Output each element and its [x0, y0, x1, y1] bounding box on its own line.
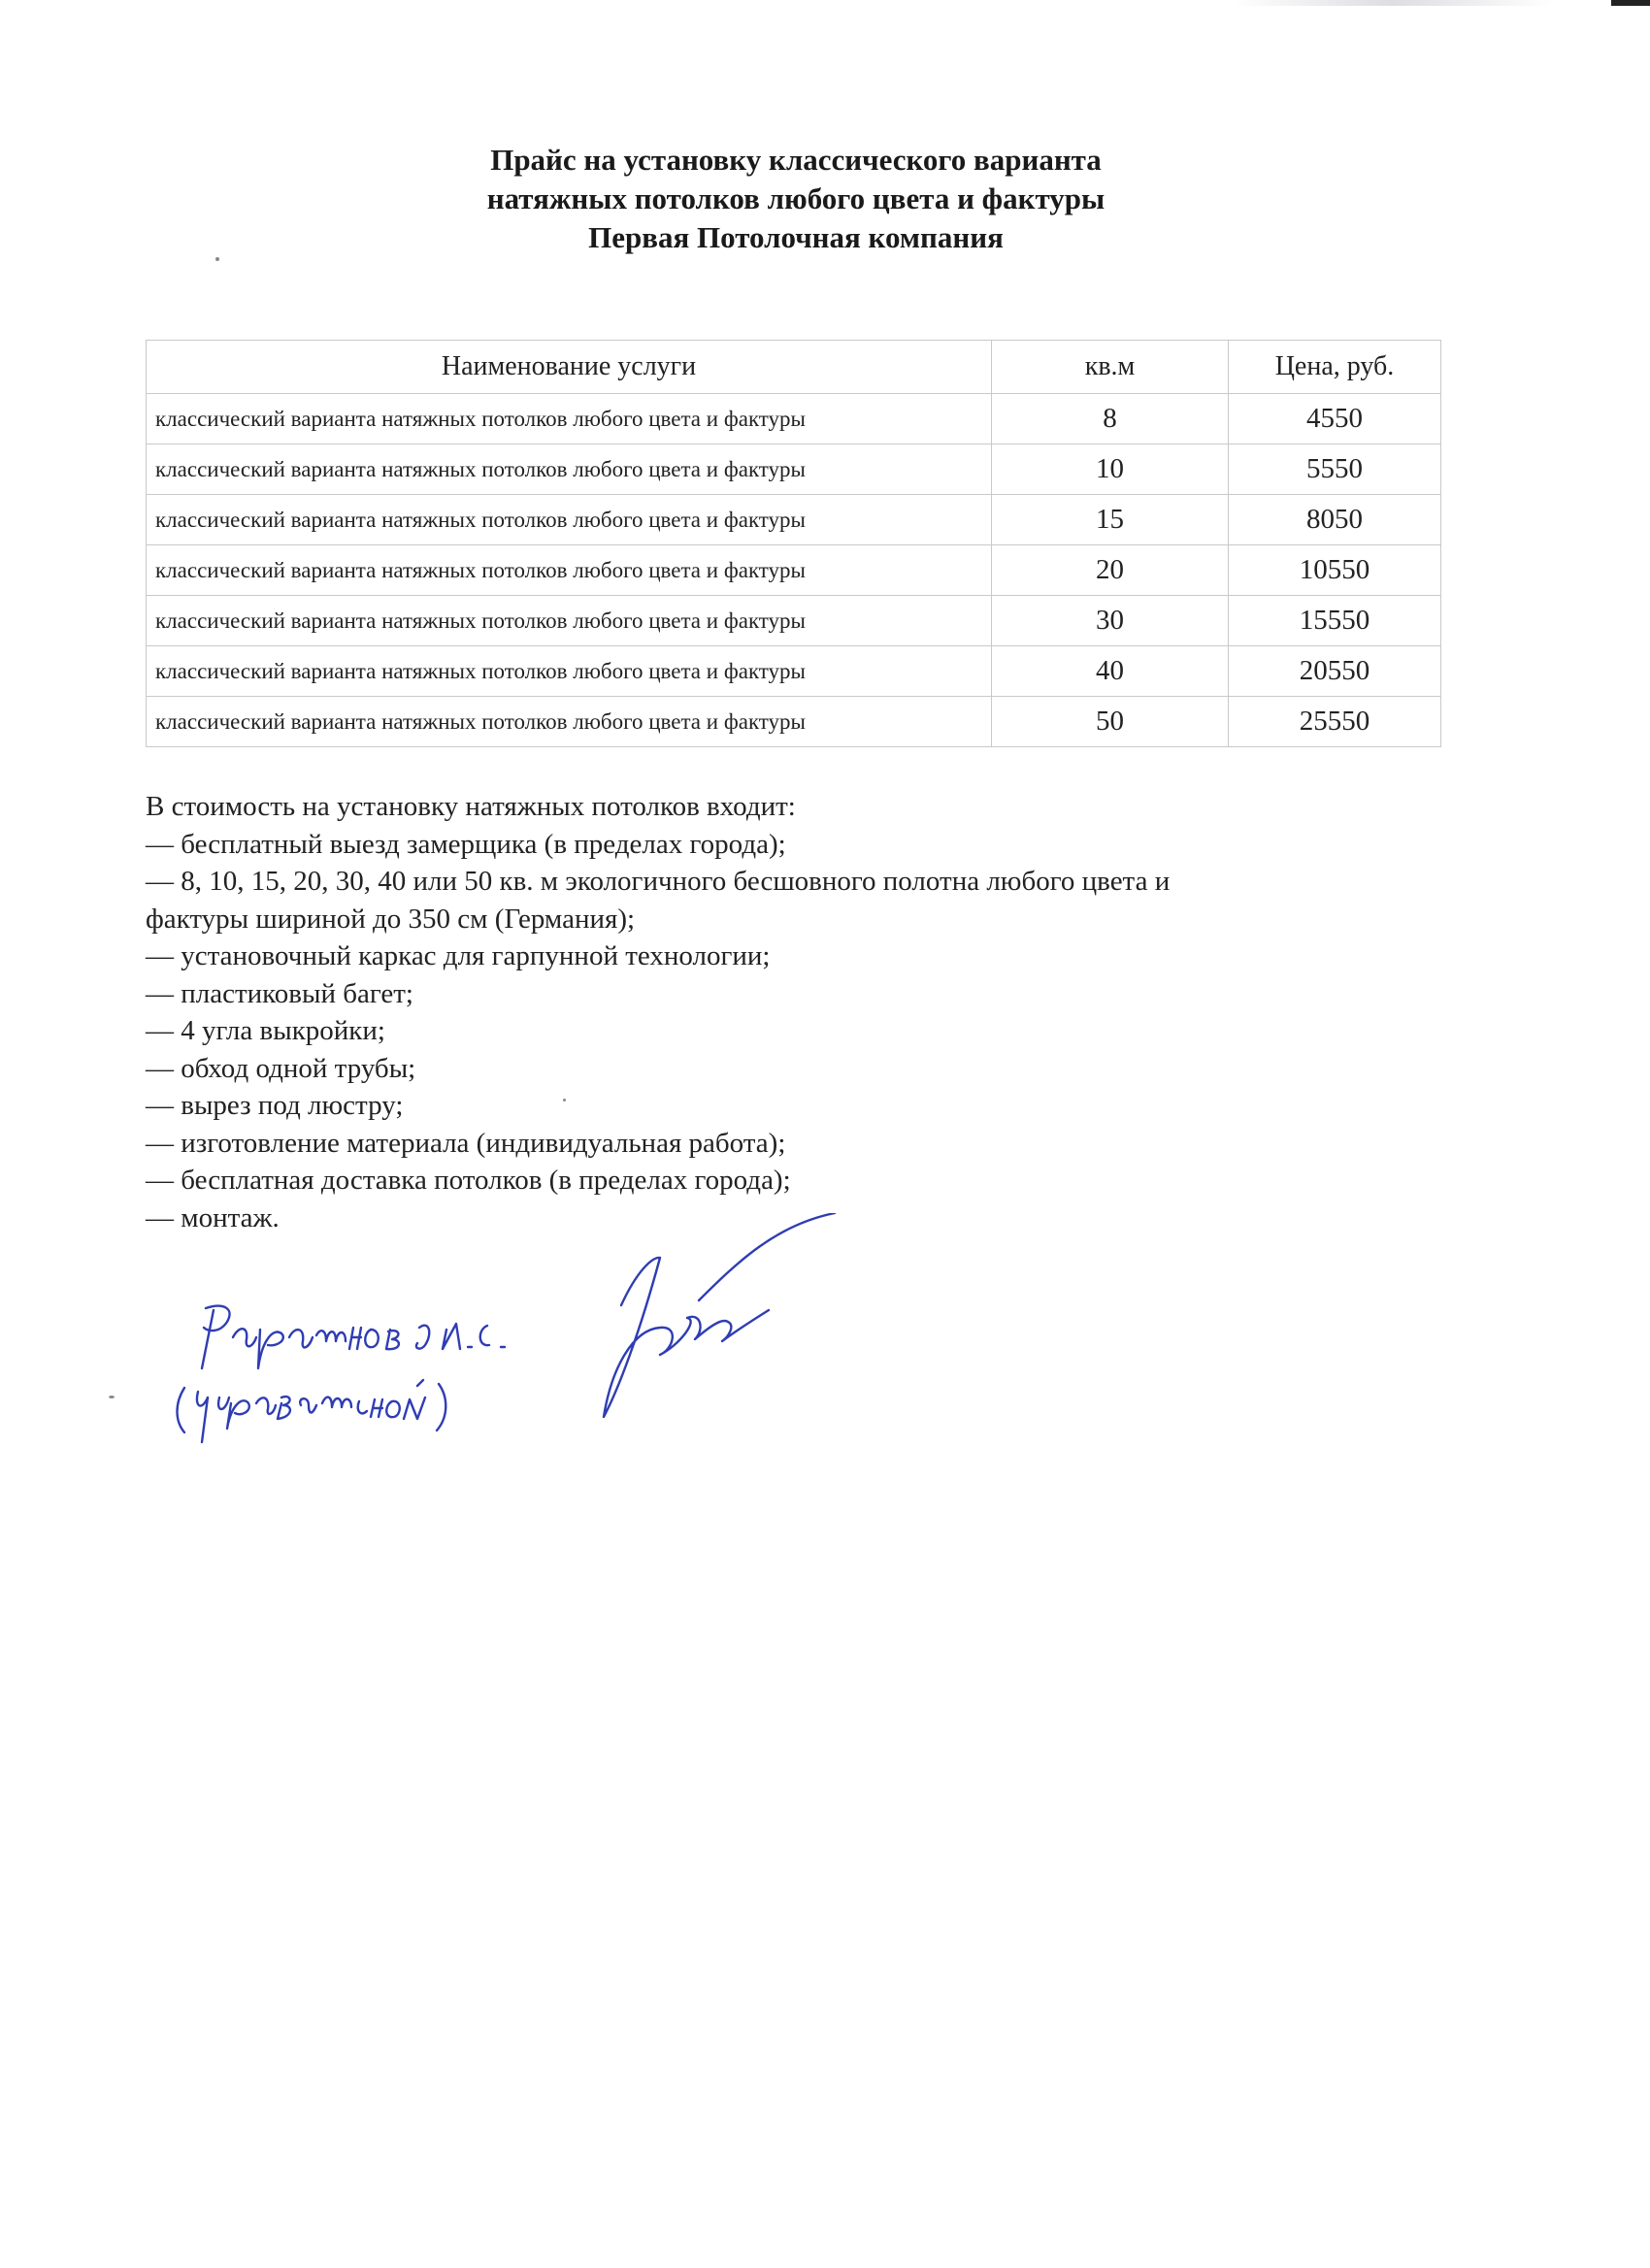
scan-speck — [109, 1396, 115, 1398]
handwritten-signature — [155, 1213, 854, 1456]
list-item: — вырез под люстру; — [146, 1090, 404, 1121]
service-name-cell: классический варианта натяжных потолков любого цвета и фактуры — [147, 596, 992, 646]
price-cell: 5550 — [1229, 444, 1441, 495]
scan-edge-smudge — [1233, 0, 1553, 6]
price-cell: 10550 — [1229, 545, 1441, 596]
signature-role-stroke — [178, 1380, 446, 1442]
list-item: фактуры шириной до 350 см (Германия); — [146, 903, 636, 935]
table-row — [147, 697, 1441, 747]
table-row — [147, 444, 1441, 495]
list-item: — обход одной трубы; — [146, 1052, 416, 1084]
header-price: Цена, руб. — [1229, 341, 1441, 394]
list-item: — пластиковый багет; — [146, 977, 413, 1009]
price-cell: 8050 — [1229, 495, 1441, 545]
table-row — [147, 495, 1441, 545]
signature-name-stroke — [202, 1306, 505, 1368]
list-item: — 4 угла выкройки; — [146, 1015, 385, 1046]
signature-mark-stroke — [604, 1213, 835, 1417]
area-cell: 10 — [992, 444, 1229, 495]
price-table — [146, 340, 1441, 747]
area-cell: 15 — [992, 495, 1229, 545]
area-cell: 8 — [992, 394, 1229, 444]
document-title — [0, 141, 1592, 257]
table-row — [147, 596, 1441, 646]
scan-speck — [215, 257, 219, 261]
included-services-list — [146, 788, 1407, 1236]
service-name-cell: классический варианта натяжных потолков любого цвета и фактуры — [147, 394, 992, 444]
area-cell: 30 — [992, 596, 1229, 646]
table-row — [147, 394, 1441, 444]
table-header-row — [147, 341, 1441, 394]
list-item: — монтаж. — [146, 1201, 280, 1233]
area-cell: 20 — [992, 545, 1229, 596]
price-cell: 20550 — [1229, 646, 1441, 697]
title-line-1: Прайс на установку классического варианта — [490, 143, 1102, 177]
service-name-cell: классический варианта натяжных потолков любого цвета и фактуры — [147, 646, 992, 697]
table-row — [147, 646, 1441, 697]
header-area: кв.м — [992, 341, 1229, 394]
table-row — [147, 545, 1441, 596]
list-item: — бесплатная доставка потолков (в пределах города); — [146, 1165, 791, 1196]
price-cell: 15550 — [1229, 596, 1441, 646]
service-name-cell: классический варианта натяжных потолков любого цвета и фактуры — [147, 697, 992, 747]
signature-drawing — [155, 1213, 854, 1456]
service-name-cell: классический варианта натяжных потолков любого цвета и фактуры — [147, 545, 992, 596]
header-service-name: Наименование услуги — [147, 341, 992, 394]
list-item: — 8, 10, 15, 20, 30, 40 или 50 кв. м экологичного бесшовного полотна любого цвета и — [146, 866, 1171, 897]
title-line-3: Первая Потолочная компания — [588, 220, 1004, 254]
included-intro: В стоимость на установку натяжных потолков входит: — [146, 791, 796, 822]
area-cell: 50 — [992, 697, 1229, 747]
list-item: — бесплатный выезд замерщика (в пределах города); — [146, 828, 786, 860]
price-cell: 25550 — [1229, 697, 1441, 747]
title-line-2: натяжных потолков любого цвета и фактуры — [486, 181, 1106, 215]
list-item: — установочный каркас для гарпунной технологии; — [146, 940, 771, 971]
service-name-cell: классический варианта натяжных потолков любого цвета и фактуры — [147, 444, 992, 495]
service-name-cell: классический варианта натяжных потолков любого цвета и фактуры — [147, 495, 992, 545]
scan-corner-mark — [1611, 0, 1650, 6]
price-cell: 4550 — [1229, 394, 1441, 444]
area-cell: 40 — [992, 646, 1229, 697]
list-item: — изготовление материала (индивидуальная работа); — [146, 1127, 786, 1159]
